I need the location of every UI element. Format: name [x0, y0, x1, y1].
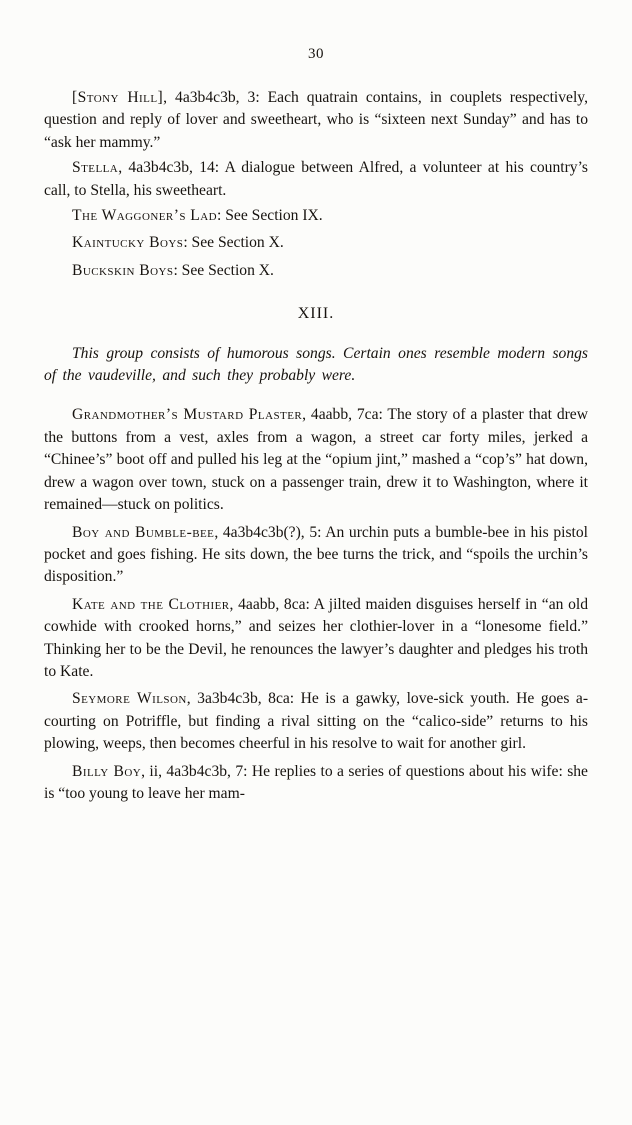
cross-reference-kaintucky-boys — [44, 232, 588, 254]
song-title: The Waggoner’s Lad — [72, 207, 218, 225]
song-title: Kaintucky Boys — [72, 234, 184, 252]
section-heading: XIII. — [297, 305, 335, 323]
entry-text: : See Section X. — [173, 261, 274, 279]
entry-text: , 3a3b4c3b, 8ca: He is a gawky, love-sick youth. He goes a-courting on Potriffle, but finding a rival sitting on the “calico-side” returns to his plowing, weeps, then becomes cheerful in his resolve to wait for another girl. — [44, 690, 589, 753]
entry-text: , 4a3b4c3b, 3: Each quatrain contains, in couplets respectively, question and reply of lover and sweetheart, who is “sixteen next Sunday” and has to “ask her mammy.” — [44, 89, 588, 151]
entry-text: , ii, 4a3b4c3b, 7: He replies to a series of questions about his wife: she is “too young to leave her mam- — [44, 762, 588, 802]
catalog-entry-stella — [44, 157, 588, 202]
cross-reference-waggoners-lad — [44, 205, 588, 227]
catalog-entry-stony-hill — [44, 87, 588, 154]
section-intro: This group consists of humorous songs. Certain ones resemble modern songs of the vaudeville, and such they probably were. — [44, 344, 588, 385]
entry-text: : See Section IX. — [217, 207, 323, 225]
entry-text: , 4aabb, 7ca: The story of a plaster that drew the buttons from a vest, axles from a wagon, a street car forty miles, jerked a “Chinee’s” boot off and pulled his leg at the “opium jint,” mashed a “cop’s” hat down, drew a wagon over town, stuck on a passenger train, drew it to Washington, where it remained—stuck on politics. — [44, 406, 588, 514]
catalog-entry-kate-and-the-clothier — [44, 594, 588, 684]
song-title: Billy Boy — [72, 762, 142, 780]
song-title: Grandmother’s Mustard Plaster — [72, 406, 303, 424]
entry-text: , 4a3b4c3b, 14: A dialogue between Alfred, a volunteer at his country’s call, to Stella, his sweetheart. — [44, 159, 588, 199]
entry-text: , 4aabb, 8ca: A jilted maiden disguises herself in “an old cowhide with crooked horns,” and seizes her clothier-lover in a “lonesome field.” Thinking her to be the Devil, he renounces the lawyer’s daughter and pledges his troth to Kate. — [44, 595, 589, 680]
entry-text: : See Section X. — [183, 234, 284, 252]
cross-reference-buckskin-boys — [44, 260, 588, 282]
song-title: Buckskin Boys — [72, 261, 174, 279]
catalog-entry-billy-boy — [44, 761, 588, 806]
song-title: Seymore Wilson — [72, 690, 187, 708]
song-title: Kate and the Clothier — [72, 595, 230, 613]
song-title: Boy and Bumble-bee — [72, 523, 215, 541]
catalog-entry-seymore-wilson — [44, 688, 588, 755]
page-number: 30 — [308, 46, 324, 62]
entry-text: , 4a3b4c3b(?), 5: An urchin puts a bumble-bee in his pistol pocket and goes fishing. He sits down, the bee turns the trick, and “spoils the urchin’s disposition.” — [44, 523, 588, 586]
catalog-entry-boy-and-bumble-bee — [44, 522, 588, 589]
song-title: [Stony Hill] — [72, 89, 164, 106]
song-title: Stella — [72, 159, 119, 177]
catalog-entry-grandmothers-mustard-plaster — [44, 404, 588, 516]
